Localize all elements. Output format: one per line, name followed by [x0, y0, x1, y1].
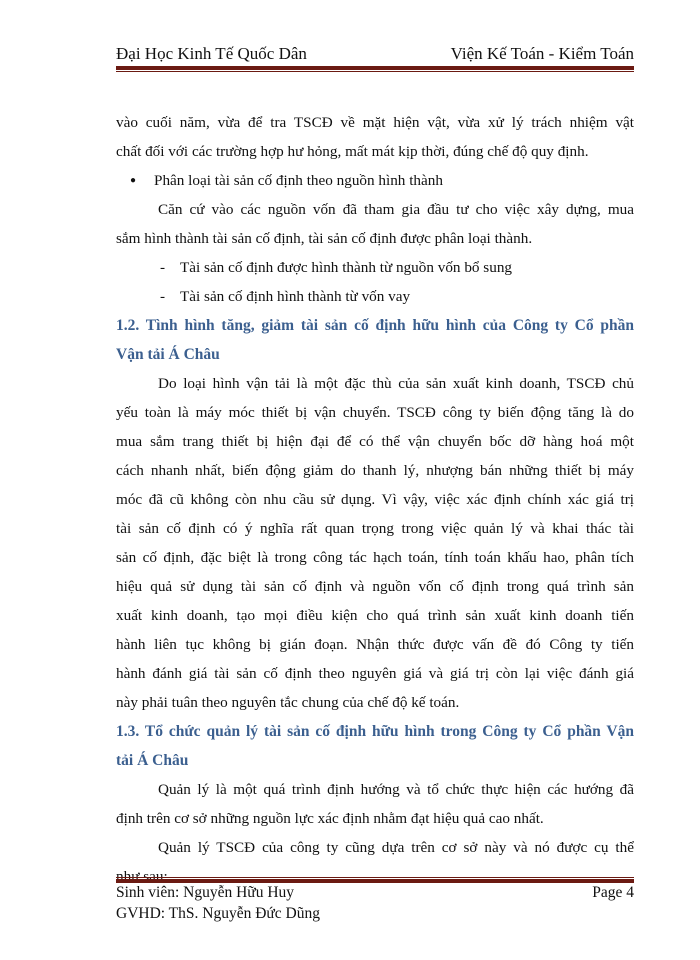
- section-heading-1-3: 1.3. Tổ chức quản lý tài sản cố định hữu hình trong Công ty Cổ phần Vận: [116, 723, 634, 740]
- section-heading-1-2: 1.2. Tình hình tăng, giảm tài sản cố định hữu hình của Công ty Cổ phần: [116, 317, 634, 334]
- dash-item: [116, 253, 634, 282]
- paragraph-line: móc đã cũ không còn nhu cầu sử dụng. Vì vậy, việc xác định chính xác giá trị: [116, 491, 634, 508]
- paragraph-line: xuất kinh doanh, tạo mọi điều kiện cho quá trình sản xuất kinh doanh tiến: [116, 607, 634, 624]
- paragraph-line: hiệu quả sử dụng tài sản cố định và nguồn vốn cố định trong quá trình sản: [116, 578, 634, 595]
- page-footer: [116, 882, 634, 924]
- paragraph-line: hành liên tục không bị gián đoạn. Nhận thức được vấn đề đó Công ty tiến: [116, 636, 634, 653]
- section-heading-1-2-cont: Vận tải Á Châu: [116, 346, 220, 363]
- paragraph-line: hành đánh giá tài sản cố định theo nguyên giá và giá trị còn lại việc đánh giá: [116, 665, 634, 682]
- dash-icon: -: [160, 287, 166, 305]
- paragraph-line: định trên cơ sở những nguồn lực xác định nhằm đạt hiệu quả cao nhất.: [116, 810, 544, 827]
- paragraph-line: chất đối với các trường hợp hư hỏng, mất mát kịp thời, đúng chế độ quy định.: [116, 143, 589, 160]
- header-institute: Viện Kế Toán - Kiểm Toán: [450, 44, 634, 63]
- paragraph-line: Quản lý là một quá trình định hướng và tổ chức thực hiện các hướng đã: [158, 781, 634, 798]
- paragraph-line: mua sắm trang thiết bị hiện đại để có thể vận chuyển bốc dỡ hàng hoá một: [116, 433, 634, 450]
- paragraph-line: yếu toàn là máy móc thiết bị vận chuyển. TSCĐ công ty biến động tăng là do: [116, 404, 634, 421]
- header-rule: [116, 66, 634, 70]
- paragraph-line: Quản lý TSCĐ của công ty cũng dựa trên cơ sở này và nó được cụ thể: [158, 839, 634, 856]
- paragraph-line: tài sản cố định có ý nghĩa rất quan trọng trong việc quản lý và khai thác tài: [116, 520, 634, 537]
- paragraph-line: sắm hình thành tài sản cố định, tài sản cố định được phân loại thành.: [116, 230, 533, 247]
- section-heading-1-3-cont: tải Á Châu: [116, 752, 189, 769]
- page-number: Page 4: [592, 884, 634, 901]
- bullet-item: [116, 166, 634, 195]
- footer-advisor: GVHD: ThS. Nguyễn Đức Dũng: [116, 905, 321, 922]
- paragraph-line: Căn cứ vào các nguồn vốn đã tham gia đầu tư cho việc xây dựng, mua: [158, 201, 634, 218]
- page-body: [116, 108, 634, 891]
- dash-icon: -: [160, 258, 166, 276]
- dash-item: [116, 282, 634, 311]
- header-university: Đại Học Kinh Tế Quốc Dân: [116, 44, 307, 63]
- paragraph-line: vào cuối năm, vừa để tra TSCĐ về mặt hiện vật, vừa xử lý trách nhiệm vật: [116, 114, 634, 131]
- header-rule-thin: [116, 71, 634, 72]
- footer-rule-thin: [116, 877, 634, 878]
- paragraph-line: này phải tuân theo nguyên tắc chung của chế độ kế toán.: [116, 694, 460, 711]
- bullet-icon: ●: [130, 175, 137, 186]
- dash-text: Tài sản cố định được hình thành từ nguồn vốn bổ sung: [180, 258, 513, 276]
- paragraph-line: cách nhanh nhất, biến động giảm do thanh lý, nhượng bán những thiết bị máy: [116, 462, 634, 479]
- paragraph-line: sản cố định, đặc biệt là trong công tác hạch toán, tính toán khấu hao, phân tích: [116, 549, 634, 566]
- dash-text: Tài sản cố định hình thành từ vốn vay: [180, 287, 411, 305]
- page-header: [116, 38, 634, 64]
- paragraph-line: Do loại hình vận tải là một đặc thù của sản xuất kinh doanh, TSCĐ chủ: [158, 375, 634, 392]
- footer-student: Sinh viên: Nguyễn Hữu Huy: [116, 884, 295, 901]
- bullet-text: Phân loại tài sản cố định theo nguồn hình thành: [154, 171, 443, 189]
